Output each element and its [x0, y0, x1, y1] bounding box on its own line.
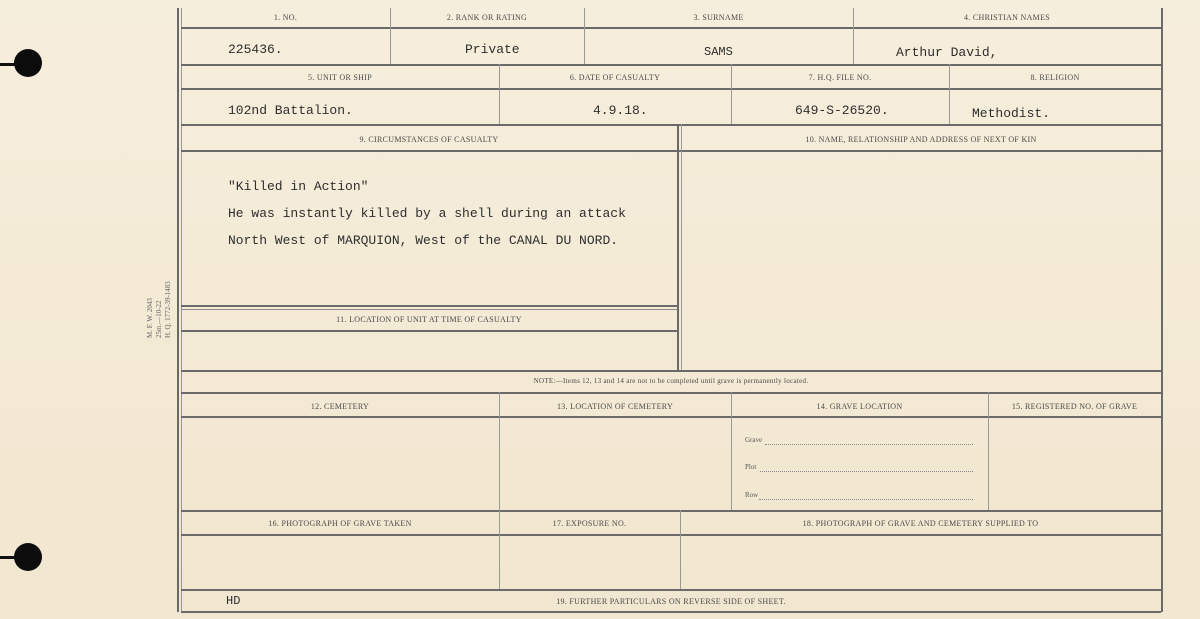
row1-bottom-rule — [181, 64, 1161, 66]
clerk-initials: HD — [226, 594, 241, 608]
unit-value: 102nd Battalion. — [228, 103, 353, 118]
location-of-unit-label: 11. LOCATION OF UNIT AT TIME OF CASUALTY — [336, 315, 522, 324]
circumstances-label: 9. CIRCUMSTANCES OF CASUALTY — [359, 135, 499, 144]
footer-bottom-rule — [181, 611, 1161, 613]
circumstances-line: North West of MARQUION, West of the CANAL DU NORD. — [228, 233, 619, 248]
christian-names-label: 4. CHRISTIAN NAMES — [963, 13, 1051, 22]
grave-location-label: 14. GRAVE LOCATION — [816, 402, 903, 411]
form-code-line: M. F. W. 2043 — [146, 298, 154, 338]
punch-hole-top — [14, 49, 42, 77]
unit-label: 5. UNIT OR SHIP — [308, 73, 372, 82]
note-text: NOTE:—Items 12, 13 and 14 are not to be completed until grave is permanently located. — [533, 377, 809, 385]
hq-file-no-value: 649-S-26520. — [795, 103, 889, 118]
plot-field — [745, 463, 973, 475]
row4-bottom-rule — [181, 510, 1161, 512]
religion-value: Methodist. — [972, 106, 1051, 121]
row5-label-rule — [181, 534, 1161, 536]
surname-label: 3. SURNAME — [693, 13, 744, 22]
next-of-kin-label: 10. NAME, RELATIONSHIP AND ADDRESS OF NEXT OF KIN — [805, 135, 1037, 144]
row-field-label: Row — [745, 491, 759, 499]
photograph-taken-label: 16. PHOTOGRAPH OF GRAVE TAKEN — [268, 519, 412, 528]
punch-hole-bottom — [14, 543, 42, 571]
cemetery-label: 12. CEMETERY — [310, 402, 370, 411]
circumstances-line: "Killed in Action" — [228, 179, 369, 194]
row2-label-rule — [181, 88, 1161, 90]
divider — [677, 124, 679, 370]
row1-label-rule — [181, 27, 1161, 29]
row-field — [745, 491, 973, 503]
surname-value: SAMS — [704, 45, 733, 59]
note-bottom-rule — [181, 392, 1161, 394]
date-of-casualty-label: 6. DATE OF CASUALTY — [569, 73, 661, 82]
form-code-line: 25m.—10-22 — [155, 300, 163, 338]
registered-no-label: 15. REGISTERED NO. OF GRAVE — [1011, 402, 1138, 411]
circumstances-line: He was instantly killed by a shell during an attack — [228, 206, 626, 221]
right-border — [1161, 8, 1163, 612]
grave-field-label: Grave — [745, 436, 763, 444]
religion-label: 8. RELIGION — [1030, 73, 1080, 82]
divider — [681, 124, 682, 370]
date-of-casualty-value: 4.9.18. — [593, 103, 648, 118]
hq-file-no-label: 7. H.Q. FILE NO. — [808, 73, 872, 82]
row3-label-rule — [181, 150, 1161, 152]
left-border-outer — [177, 8, 179, 612]
row3-bottom-rule — [181, 370, 1161, 372]
exposure-no-label: 17. EXPOSURE NO. — [552, 519, 627, 528]
location-top-rule-inner — [181, 309, 677, 310]
rank-value: Private — [465, 42, 520, 57]
grave-field-dots — [765, 444, 973, 445]
rank-label: 2. RANK OR RATING — [446, 13, 528, 22]
row4-label-rule — [181, 416, 1161, 418]
plot-field-label: Plot — [745, 463, 757, 471]
plot-field-dots — [760, 471, 973, 472]
form-code-line: H. Q. 1772-39-1483 — [164, 281, 172, 338]
location-of-cemetery-label: 13. LOCATION OF CEMETERY — [556, 402, 674, 411]
location-top-rule — [181, 305, 677, 307]
location-label-rule — [181, 330, 677, 332]
no-value: 225436. — [228, 42, 283, 57]
row-field-dots — [759, 499, 973, 500]
christian-names-value: Arthur David, — [896, 45, 998, 60]
no-label: 1. NO. — [273, 13, 298, 22]
row5-bottom-rule — [181, 589, 1161, 591]
grave-field — [745, 436, 973, 448]
photograph-supplied-label: 18. PHOTOGRAPH OF GRAVE AND CEMETERY SUPPLIED TO — [802, 519, 1039, 528]
row2-bottom-rule — [181, 124, 1161, 126]
further-particulars-label: 19. FURTHER PARTICULARS ON REVERSE SIDE OF SHEET. — [556, 597, 786, 606]
